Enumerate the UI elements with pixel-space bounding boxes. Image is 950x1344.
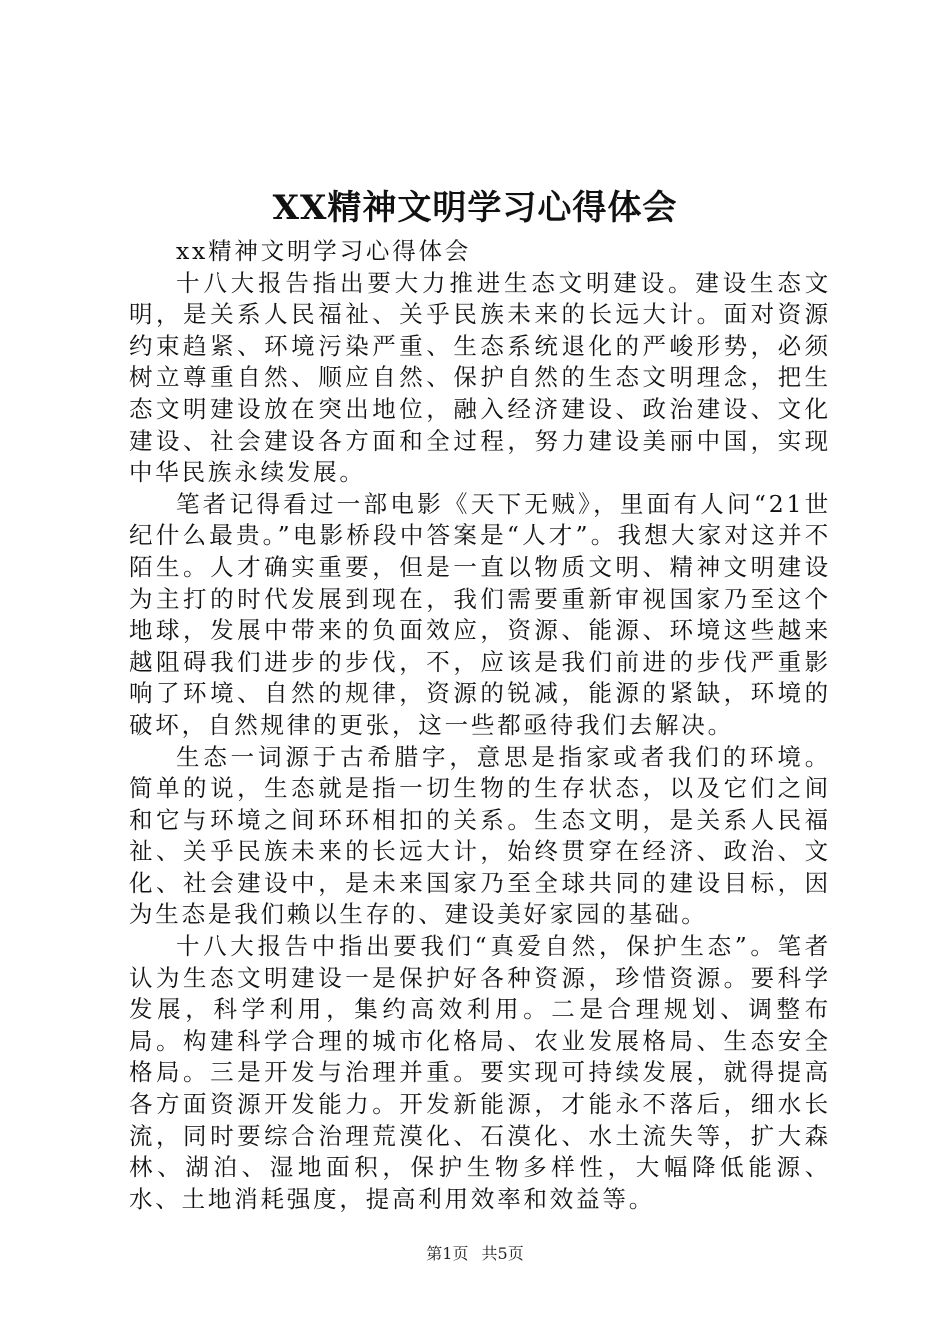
body-paragraph: 笔者记得看过一部电影《天下无贼》，里面有人问“21世纪什么最贵。”电影桥段中答案是“人才”。我想大家对这并不陌生。人才确实重要，但是一直以物质文明、精神文明建设为主打的时代发展到现在，我们需要重新审视国家乃至这个地球，发展中带来的负面效应，资源、能源、环境这些越来越阻碍我们进步的步伐，不，应该是我们前进的步伐严重影响了环境、自然的规律，资源的锐减，能源的紧缺，环境的破坏，自然规律的更张，这一些都亟待我们去解决。 bbox=[129, 489, 831, 739]
body-paragraph: 十八大报告中指出要我们“真爱自然，保护生态”。笔者认为生态文明建设一是保护好各种资源，珍惜资源。要科学发展，科学利用，集约高效利用。二是合理规划、调整布局。构建科学合理的城市化格局、农业发展格局、生态安全格局。三是开发与治理并重。要实现可持续发展，就得提高各方面资源开发能力。开发新能源，才能永不落后，细水长流，同时要综合治理荒漠化、石漠化、水土流失等，扩大森林、湖泊、湿地面积，保护生物多样性，大幅降低能源、水、土地消耗强度，提高利用效率和效益等。 bbox=[129, 932, 831, 1213]
body-paragraph: 十八大报告指出要大力推进生态文明建设。建设生态文明，是关系人民福祉、关乎民族未来的长远大计。面对资源约束趋紧、环境污染严重、生态系统退化的严峻形势，必须树立尊重自然、顺应自然、保护自然的生态文明理念，把生态文明建设放在突出地位，融入经济建设、政治建设、文化建设、社会建设各方面和全过程，努力建设美丽中国，实现中华民族永续发展。 bbox=[129, 268, 831, 487]
page-number: 第1页 bbox=[426, 1244, 469, 1263]
body-paragraph: 生态一词源于古希腊字，意思是指家或者我们的环境。简单的说，生态就是指一切生物的生存状态，以及它们之间和它与环境之间环环相扣的关系。生态文明，是关系人民福祉、关乎民族未来的长远大计，始终贯穿在经济、政治、文化、社会建设中，是未来国家乃至全球共同的建设目标，因为生态是我们赖以生存的、建设美好家园的基础。 bbox=[129, 742, 831, 929]
page-footer bbox=[0, 1242, 950, 1266]
document-body bbox=[129, 236, 831, 1215]
subtitle-paragraph: xx精神文明学习心得体会 bbox=[176, 237, 472, 265]
page-total: 共5页 bbox=[481, 1244, 524, 1263]
document-title: XX精神文明学习心得体会 bbox=[272, 188, 678, 228]
